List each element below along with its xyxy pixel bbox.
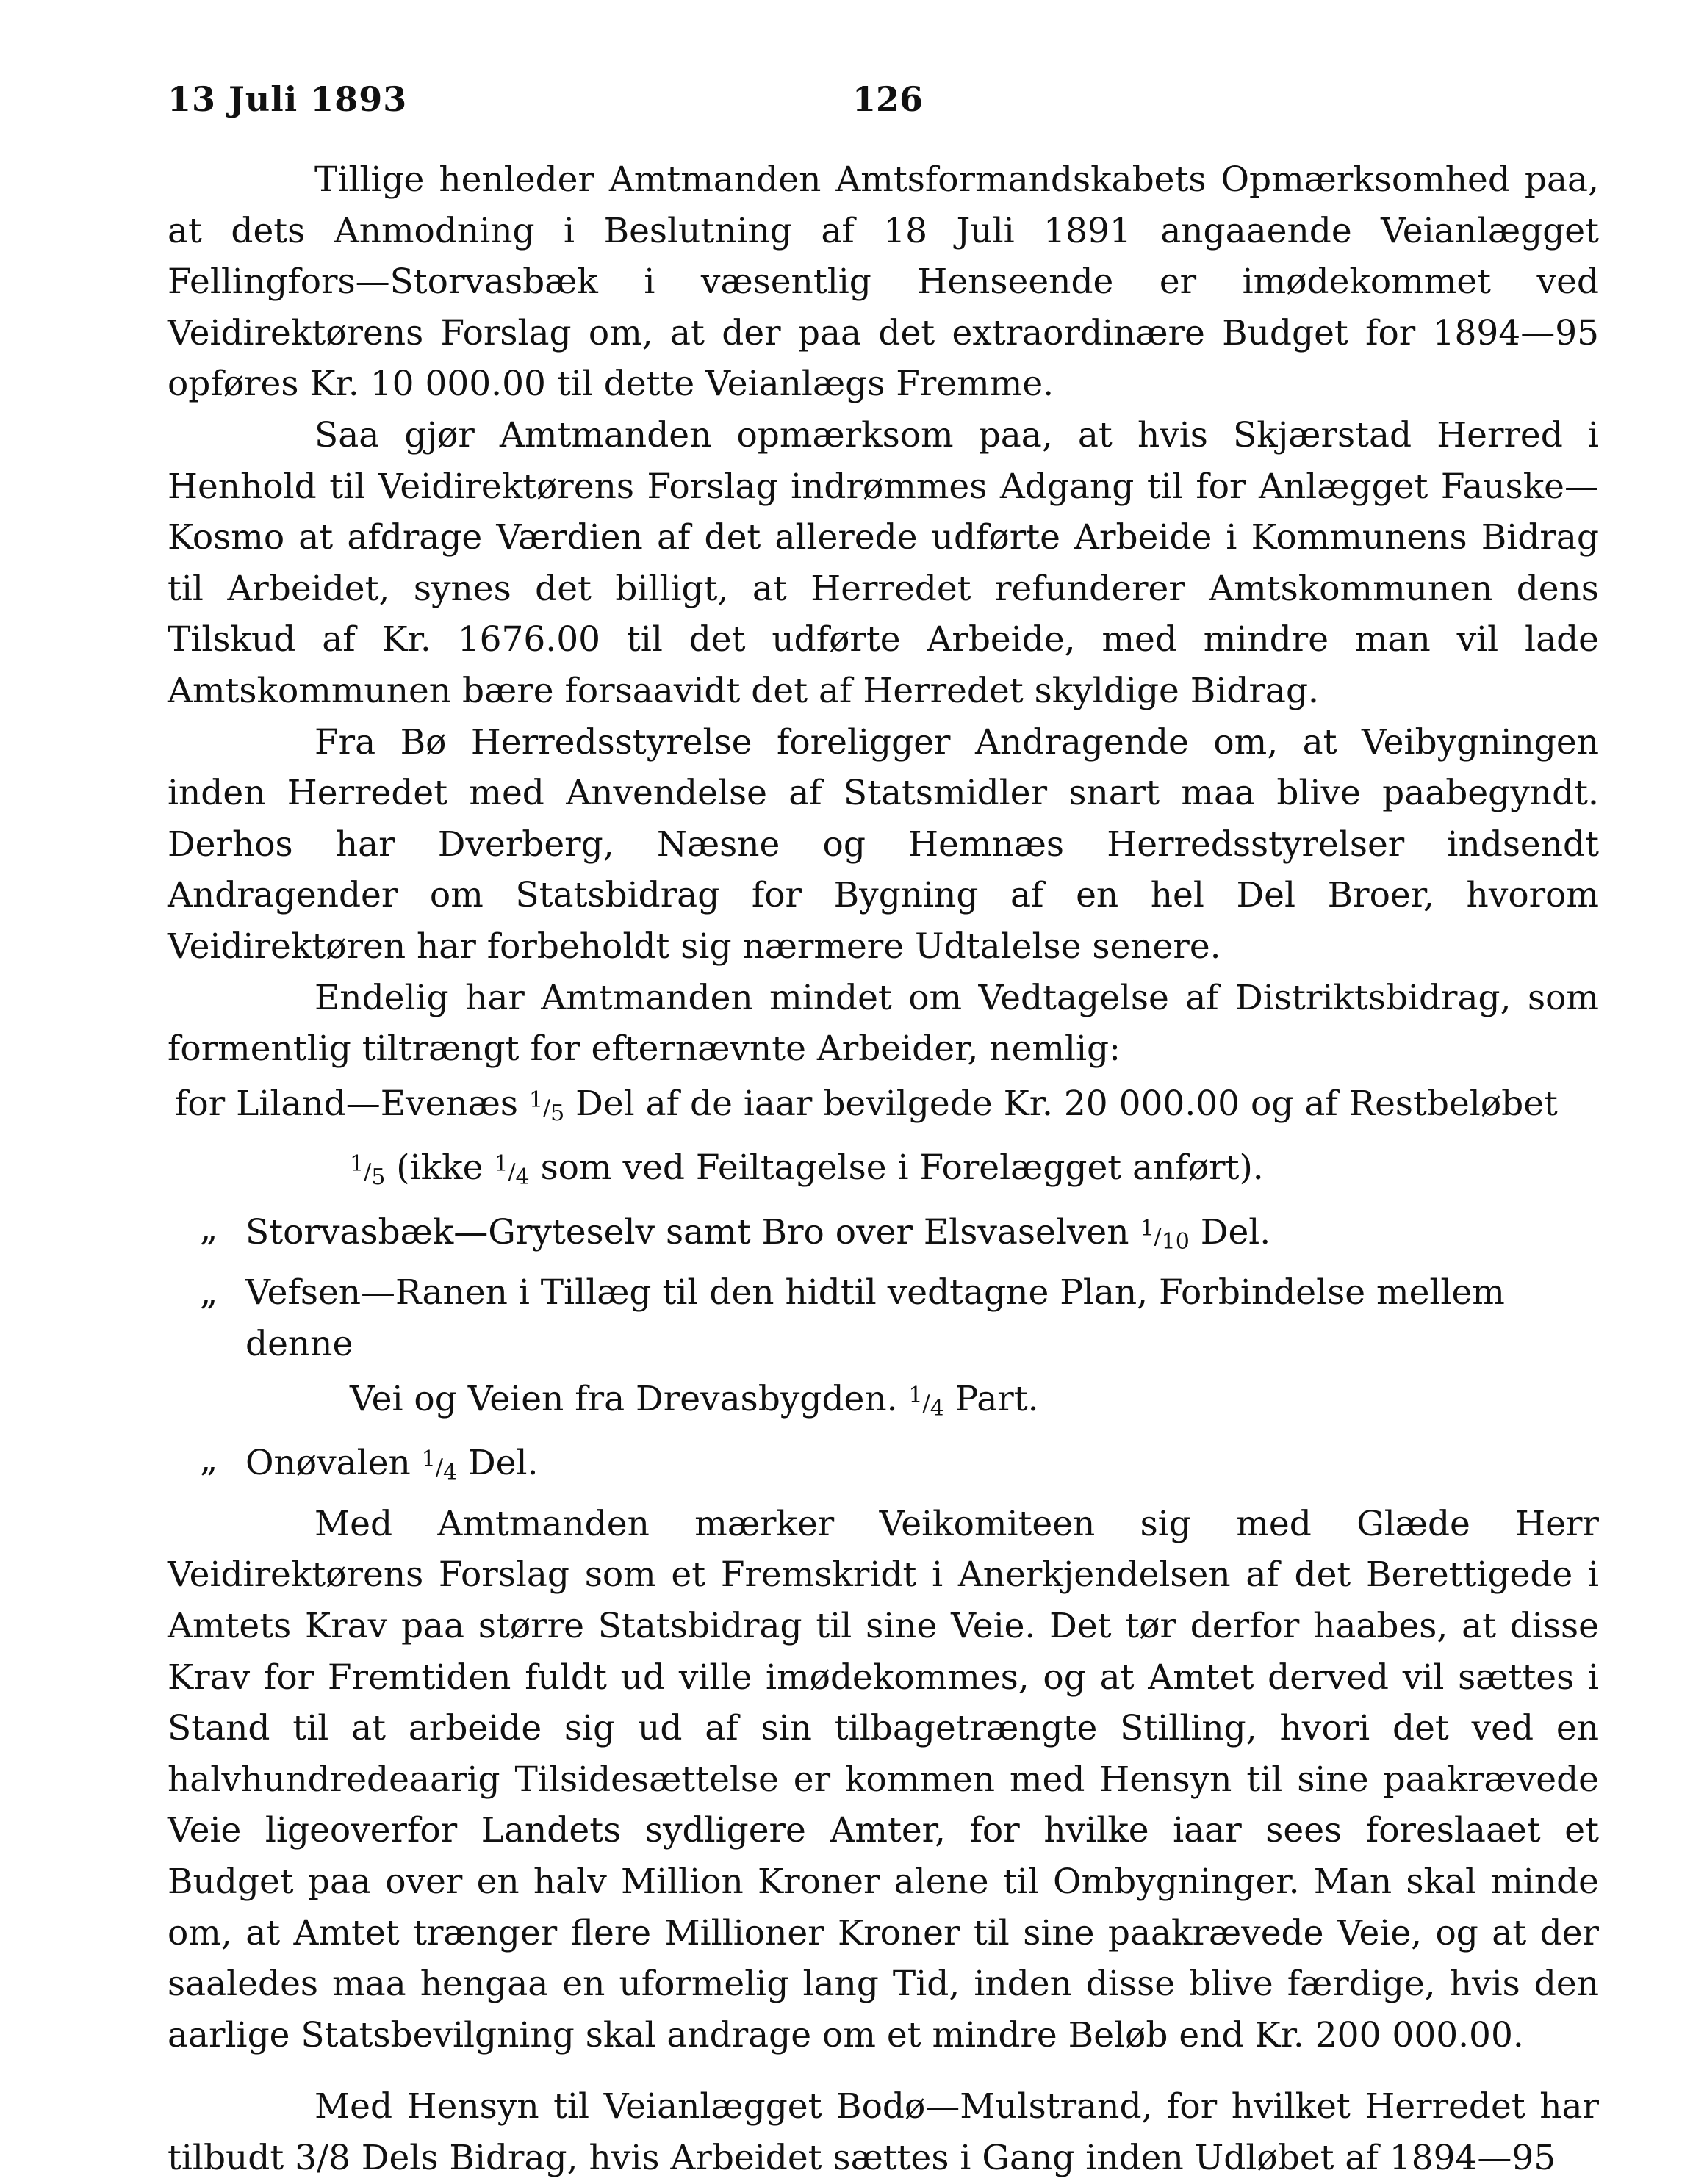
- paragraph-veikomiteen: Med Amtmanden mærker Veikomiteen sig med Glæde Herr Veidirektørens Forslag som et Fremskridt i Anerkjendelsen af det Berettigede i Amtets Krav paa større Statsbidrag til sine Veie. Det tør derfor haabes, at disse Krav for Fremtiden fuldt ud ville imødekommes, og at Amtet derved vil sættes i Stand til at arbeide sig ud af sin tilbagetrængte Stilling, hvori det ved en halvhundredeaarig Tilsidesættelse er kommen med Hensyn til sine paakrævede Veie ligeoverfor Landets sydligere Amter, for hvilke iaar sees foreslaaet et Budget paa over en halv Million Kroner alene til Ombygninger. Man skal minde om, at Amtet trænger flere Millioner Kroner til sine paakrævede Veie, og at der saaledes maa hengaa en uformelig lang Tid, inden disse blive færdige, hvis den aarlige Statsbevilgning skal andrage om et mindre Beløb end Kr. 200 000.00.: [168, 1503, 1599, 2055]
- list-item: „ Vefsen—Ranen i Tillæg til den hidtil vedtagne Plan, Forbindelse mellem denne Vei og Veien fra Drevasbygden. $^1/_4$ Part.: [168, 1267, 1599, 1434]
- ditto-mark: „: [200, 1208, 218, 1249]
- fraction: $^1/_5$: [528, 1086, 565, 1126]
- list-item: „ Onøvalen $^1/_4$ Del.: [168, 1434, 1599, 1499]
- list-item: for Liland—Evenæs $^1/_5$ Del af de iaar bevilgede Kr. 20 000.00 og af Restbeløbet $^1/_5$ (ikke $^1/_4$ som ved Feiltagelse i Forelægget anført).: [175, 1083, 1558, 1191]
- fraction: $^1/_5$: [350, 1151, 386, 1191]
- paragraph-skjaerstad: Saa gjør Amtmanden opmærksom paa, at hvis Skjærstad Herred i Henhold til Veidirektørens Forslag indrømmes Adgang til for Anlægget Fauske—Kosmo at afdrage Værdien af det allerede udførte Arbeide i Kommunens Bidrag til Arbeidet, synes det billigt, at Herredet refunderer Amtskommunen dens Tilskud af Kr. 1676.00 til det udførte Arbeide, med mindre man vil lade Amtskommunen bære forsaavidt det af Herredet skyldige Bidrag.: [168, 414, 1599, 711]
- paragraph-bodoe-mulstrand: Med Hensyn til Veianlægget Bodø—Mulstrand, for hvilket Herredet har tilbudt 3/8 Dels Bidrag, hvis Arbeidet sættes i Gang inden Udløbet af 1894—95: [168, 2086, 1599, 2178]
- list-item: „ Storvasbæk—Gryteselv samt Bro over Elsvaselven $^1/_{10}$ Del.: [168, 1203, 1599, 1268]
- paragraph-distriktsbidrag: Endelig har Amtmanden mindet om Vedtagelse af Distriktsbidrag, som formentlig tiltrængt for efternævnte Arbeider, nemlig:: [168, 977, 1599, 1070]
- paragraph-boe: Fra Bø Herredsstyrelse foreligger Andragende om, at Veibygningen inden Herredet med Anvendelse af Statsmidler snart maa blive paabegyndt. Derhos har Dverberg, Næsne og Hemnæs Herredsstyrelser indsendt Andragender om Statsbidrag for Bygning af en hel Del Broer, hvorom Veidirektøren har forbeholdt sig nærmere Udtalelse senere.: [168, 721, 1599, 967]
- page-date: 13 Juli 1893: [168, 79, 408, 119]
- paragraph-budget: Tillige henleder Amtmanden Amtsformandskabets Opmærksomhed paa, at dets Anmodning i Beslutning af 18 Juli 1891 angaaende Veianlægget Fellingfors—Storvasbæk i væsentlig Henseende er imødekommet ved Veidirektørens Forslag om, at der paa det extraordinære Budget for 1894—95 opføres Kr. 10 000.00 til dette Veianlægs Fremme.: [168, 159, 1599, 405]
- page-number: 126: [852, 79, 924, 119]
- ditto-mark: „: [200, 1439, 218, 1480]
- fraction: $^1/_4$: [421, 1446, 458, 1486]
- ditto-mark: „: [200, 1272, 218, 1313]
- road-list: [168, 1075, 1599, 1499]
- fraction: $^1/_4$: [494, 1151, 530, 1191]
- fraction: $^1/_{10}$: [1140, 1215, 1190, 1255]
- fraction: $^1/_4$: [908, 1382, 944, 1421]
- page-body: [168, 154, 1599, 2184]
